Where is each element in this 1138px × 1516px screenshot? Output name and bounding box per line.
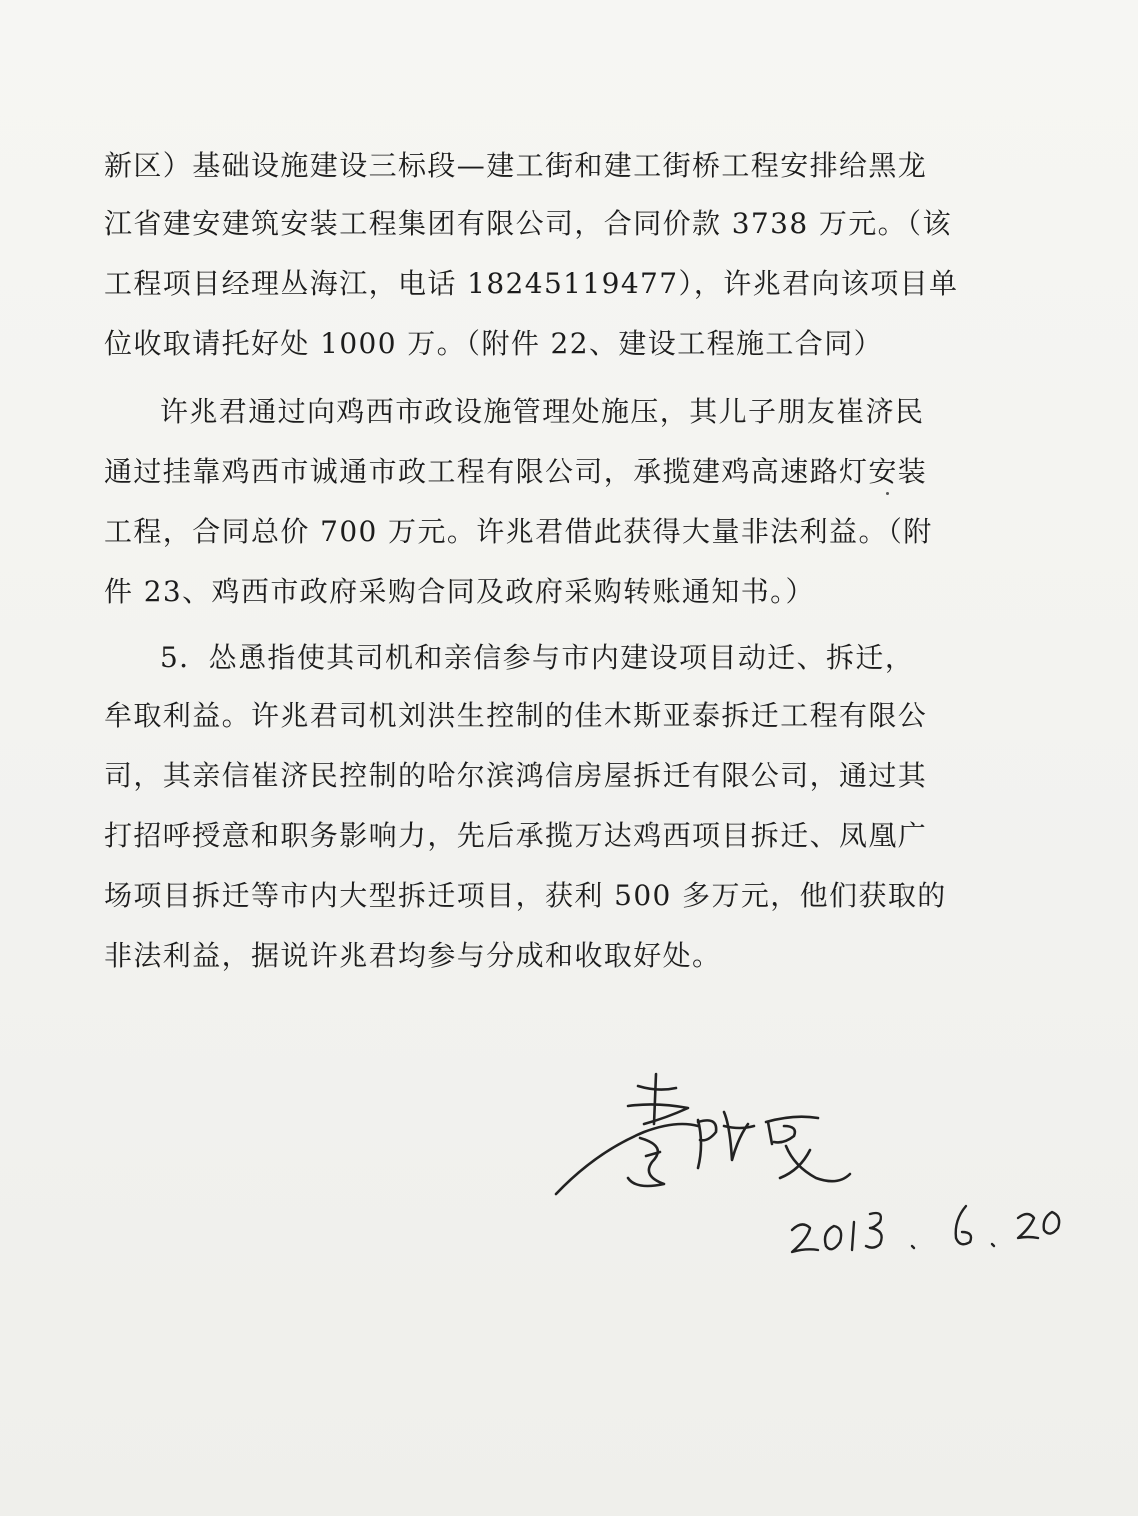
text-line-11: 司，其亲信崔济民控制的哈尔滨鸿信房屋拆迁有限公司，通过其	[104, 759, 928, 792]
handwritten-date	[780, 1192, 1080, 1262]
text-line-13: 场项目拆迁等市内大型拆迁项目，获利 500 多万元，他们获取的	[104, 879, 947, 912]
text-line-14: 非法利益，据说许兆君均参与分成和收取好处。	[104, 939, 722, 972]
paper-speck	[886, 492, 889, 495]
text-line-3: 工程项目经理丛海江，电话 18245119477），许兆君向该项目单	[104, 267, 959, 300]
text-line-10: 牟取利益。许兆君司机刘洪生控制的佳木斯亚泰拆迁工程有限公	[104, 699, 928, 732]
text-line-12: 打招呼授意和职务影响力，先后承揽万达鸡西项目拆迁、凤凰广	[104, 819, 928, 852]
text-line-4: 位收取请托好处 1000 万。（附件 22、建设工程施工合同）	[104, 327, 883, 360]
text-line-6: 通过挂靠鸡西市诚通市政工程有限公司，承揽建鸡高速路灯安装	[104, 455, 928, 488]
text-line-7: 工程，合同总价 700 万元。许兆君借此获得大量非法利益。（附	[104, 515, 933, 548]
handwritten-signature	[548, 1066, 868, 1196]
text-line-1: 新区）基础设施建设三标段—建工街和建工街桥工程安排给黑龙	[104, 149, 928, 182]
text-line-9: 5．怂恿指使其司机和亲信参与市内建设项目动迁、拆迁，	[160, 641, 915, 674]
text-line-2: 江省建安建筑安装工程集团有限公司，合同价款 3738 万元。（该	[104, 207, 952, 240]
text-line-5: 许兆君通过向鸡西市政设施管理处施压，其儿子朋友崔济民	[160, 395, 925, 428]
text-line-8: 件 23、鸡西市政府采购合同及政府采购转账通知书。）	[104, 575, 815, 608]
